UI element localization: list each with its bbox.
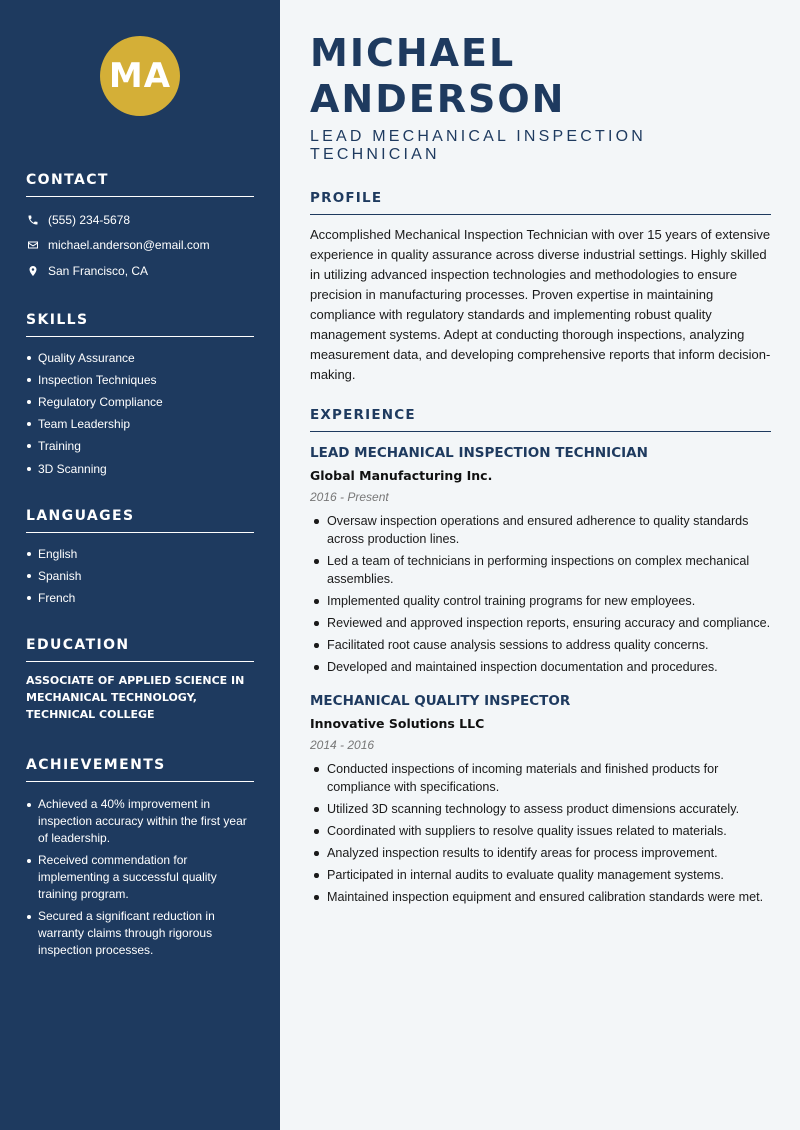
skills-list — [26, 347, 254, 480]
achievement-item: Achieved a 40% improvement in inspection accuracy within the first year of leadership. — [26, 796, 254, 847]
job-bullets — [310, 512, 771, 676]
job-bullet: Conducted inspections of incoming materials and finished products for compliance with specifications. — [310, 760, 771, 796]
candidate-title: LEAD MECHANICAL INSPECTION TECHNICIAN — [310, 128, 646, 163]
profile-text: Accomplished Mechanical Inspection Technician with over 15 years of extensive experience in quality assurance across diverse industrial settings. Highly skilled in utilizing advanced inspection technologies and methodologies to ensure precision in manufacturing processes. Proven expertise in maintaining compliance with regulatory standards and implementing robust quality management systems. Adept at conducting thorough inspections, analyzing measurement data, and developing comprehensive reports that inform decision-making. — [310, 227, 771, 382]
experience-section — [310, 407, 771, 906]
profile-heading: PROFILE — [310, 190, 771, 215]
language-item: French — [26, 587, 254, 609]
job-dates: 2016 - Present — [310, 490, 389, 504]
job-bullet: Implemented quality control training programs for new employees. — [310, 592, 771, 610]
sidebar — [0, 0, 280, 1130]
phone-icon — [26, 213, 40, 227]
contact-section — [26, 172, 254, 284]
achievement-item: Secured a significant reduction in warranty claims through rigorous inspection processes. — [26, 908, 254, 959]
job-bullet: Reviewed and approved inspection reports, ensuring accuracy and compliance. — [310, 614, 771, 632]
job-title: MECHANICAL QUALITY INSPECTOR — [310, 693, 571, 709]
job-bullet: Coordinated with suppliers to resolve quality issues related to materials. — [310, 822, 771, 840]
skill-item: Training — [26, 435, 254, 457]
email-icon — [26, 238, 40, 252]
contact-email-text: michael.anderson@email.com — [48, 238, 210, 253]
education-entry: ASSOCIATE OF APPLIED SCIENCE IN MECHANICAL TECHNOLOGY, TECHNICAL COLLEGE — [26, 674, 245, 722]
skill-item: Team Leadership — [26, 413, 254, 435]
skills-section — [26, 312, 254, 480]
contact-phone — [26, 207, 254, 233]
languages-heading: LANGUAGES — [26, 508, 254, 533]
candidate-name: MICHAEL ANDERSON — [310, 31, 566, 121]
job-bullet: Participated in internal audits to evaluate quality management systems. — [310, 866, 771, 884]
avatar-initials: MA — [108, 56, 172, 96]
job-company: Global Manufacturing Inc. — [310, 468, 493, 483]
job-bullet: Maintained inspection equipment and ensured calibration standards were met. — [310, 888, 771, 906]
avatar — [100, 36, 180, 116]
experience-heading: EXPERIENCE — [310, 407, 771, 432]
education-section — [26, 637, 254, 723]
job-bullet: Analyzed inspection results to identify areas for process improvement. — [310, 844, 771, 862]
job-bullet: Facilitated root cause analysis sessions to address quality concerns. — [310, 636, 771, 654]
skill-item: Inspection Techniques — [26, 369, 254, 391]
contact-phone-text: (555) 234-5678 — [48, 212, 131, 227]
job-bullets — [310, 760, 771, 906]
achievements-section — [26, 757, 254, 959]
languages-list — [26, 543, 254, 610]
contact-location-text: San Francisco, CA — [48, 263, 149, 278]
skills-heading: SKILLS — [26, 312, 254, 337]
job-bullet: Utilized 3D scanning technology to assess product dimensions accurately. — [310, 800, 771, 818]
contact-email — [26, 233, 254, 259]
job-bullet: Oversaw inspection operations and ensured adherence to quality standards across production lines. — [310, 512, 771, 548]
contact-heading: CONTACT — [26, 172, 254, 197]
achievements-list — [26, 796, 254, 959]
job-company: Innovative Solutions LLC — [310, 716, 485, 731]
profile-section — [310, 190, 771, 385]
skill-item: Quality Assurance — [26, 347, 254, 369]
main-content — [280, 0, 800, 1130]
job-bullet: Developed and maintained inspection documentation and procedures. — [310, 658, 771, 676]
job-entry — [310, 444, 771, 676]
location-pin-icon — [26, 264, 40, 278]
language-item: Spanish — [26, 565, 254, 587]
education-heading: EDUCATION — [26, 637, 254, 662]
contact-location — [26, 258, 254, 284]
job-title: LEAD MECHANICAL INSPECTION TECHNICIAN — [310, 445, 648, 461]
job-dates: 2014 - 2016 — [310, 738, 375, 752]
achievements-heading: ACHIEVEMENTS — [26, 757, 254, 782]
languages-section — [26, 508, 254, 610]
language-item: English — [26, 543, 254, 565]
skill-item: Regulatory Compliance — [26, 391, 254, 413]
job-entry — [310, 692, 771, 906]
job-bullet: Led a team of technicians in performing inspections on complex mechanical assemblies. — [310, 552, 771, 588]
achievement-item: Received commendation for implementing a successful quality training program. — [26, 852, 254, 903]
skill-item: 3D Scanning — [26, 458, 254, 480]
